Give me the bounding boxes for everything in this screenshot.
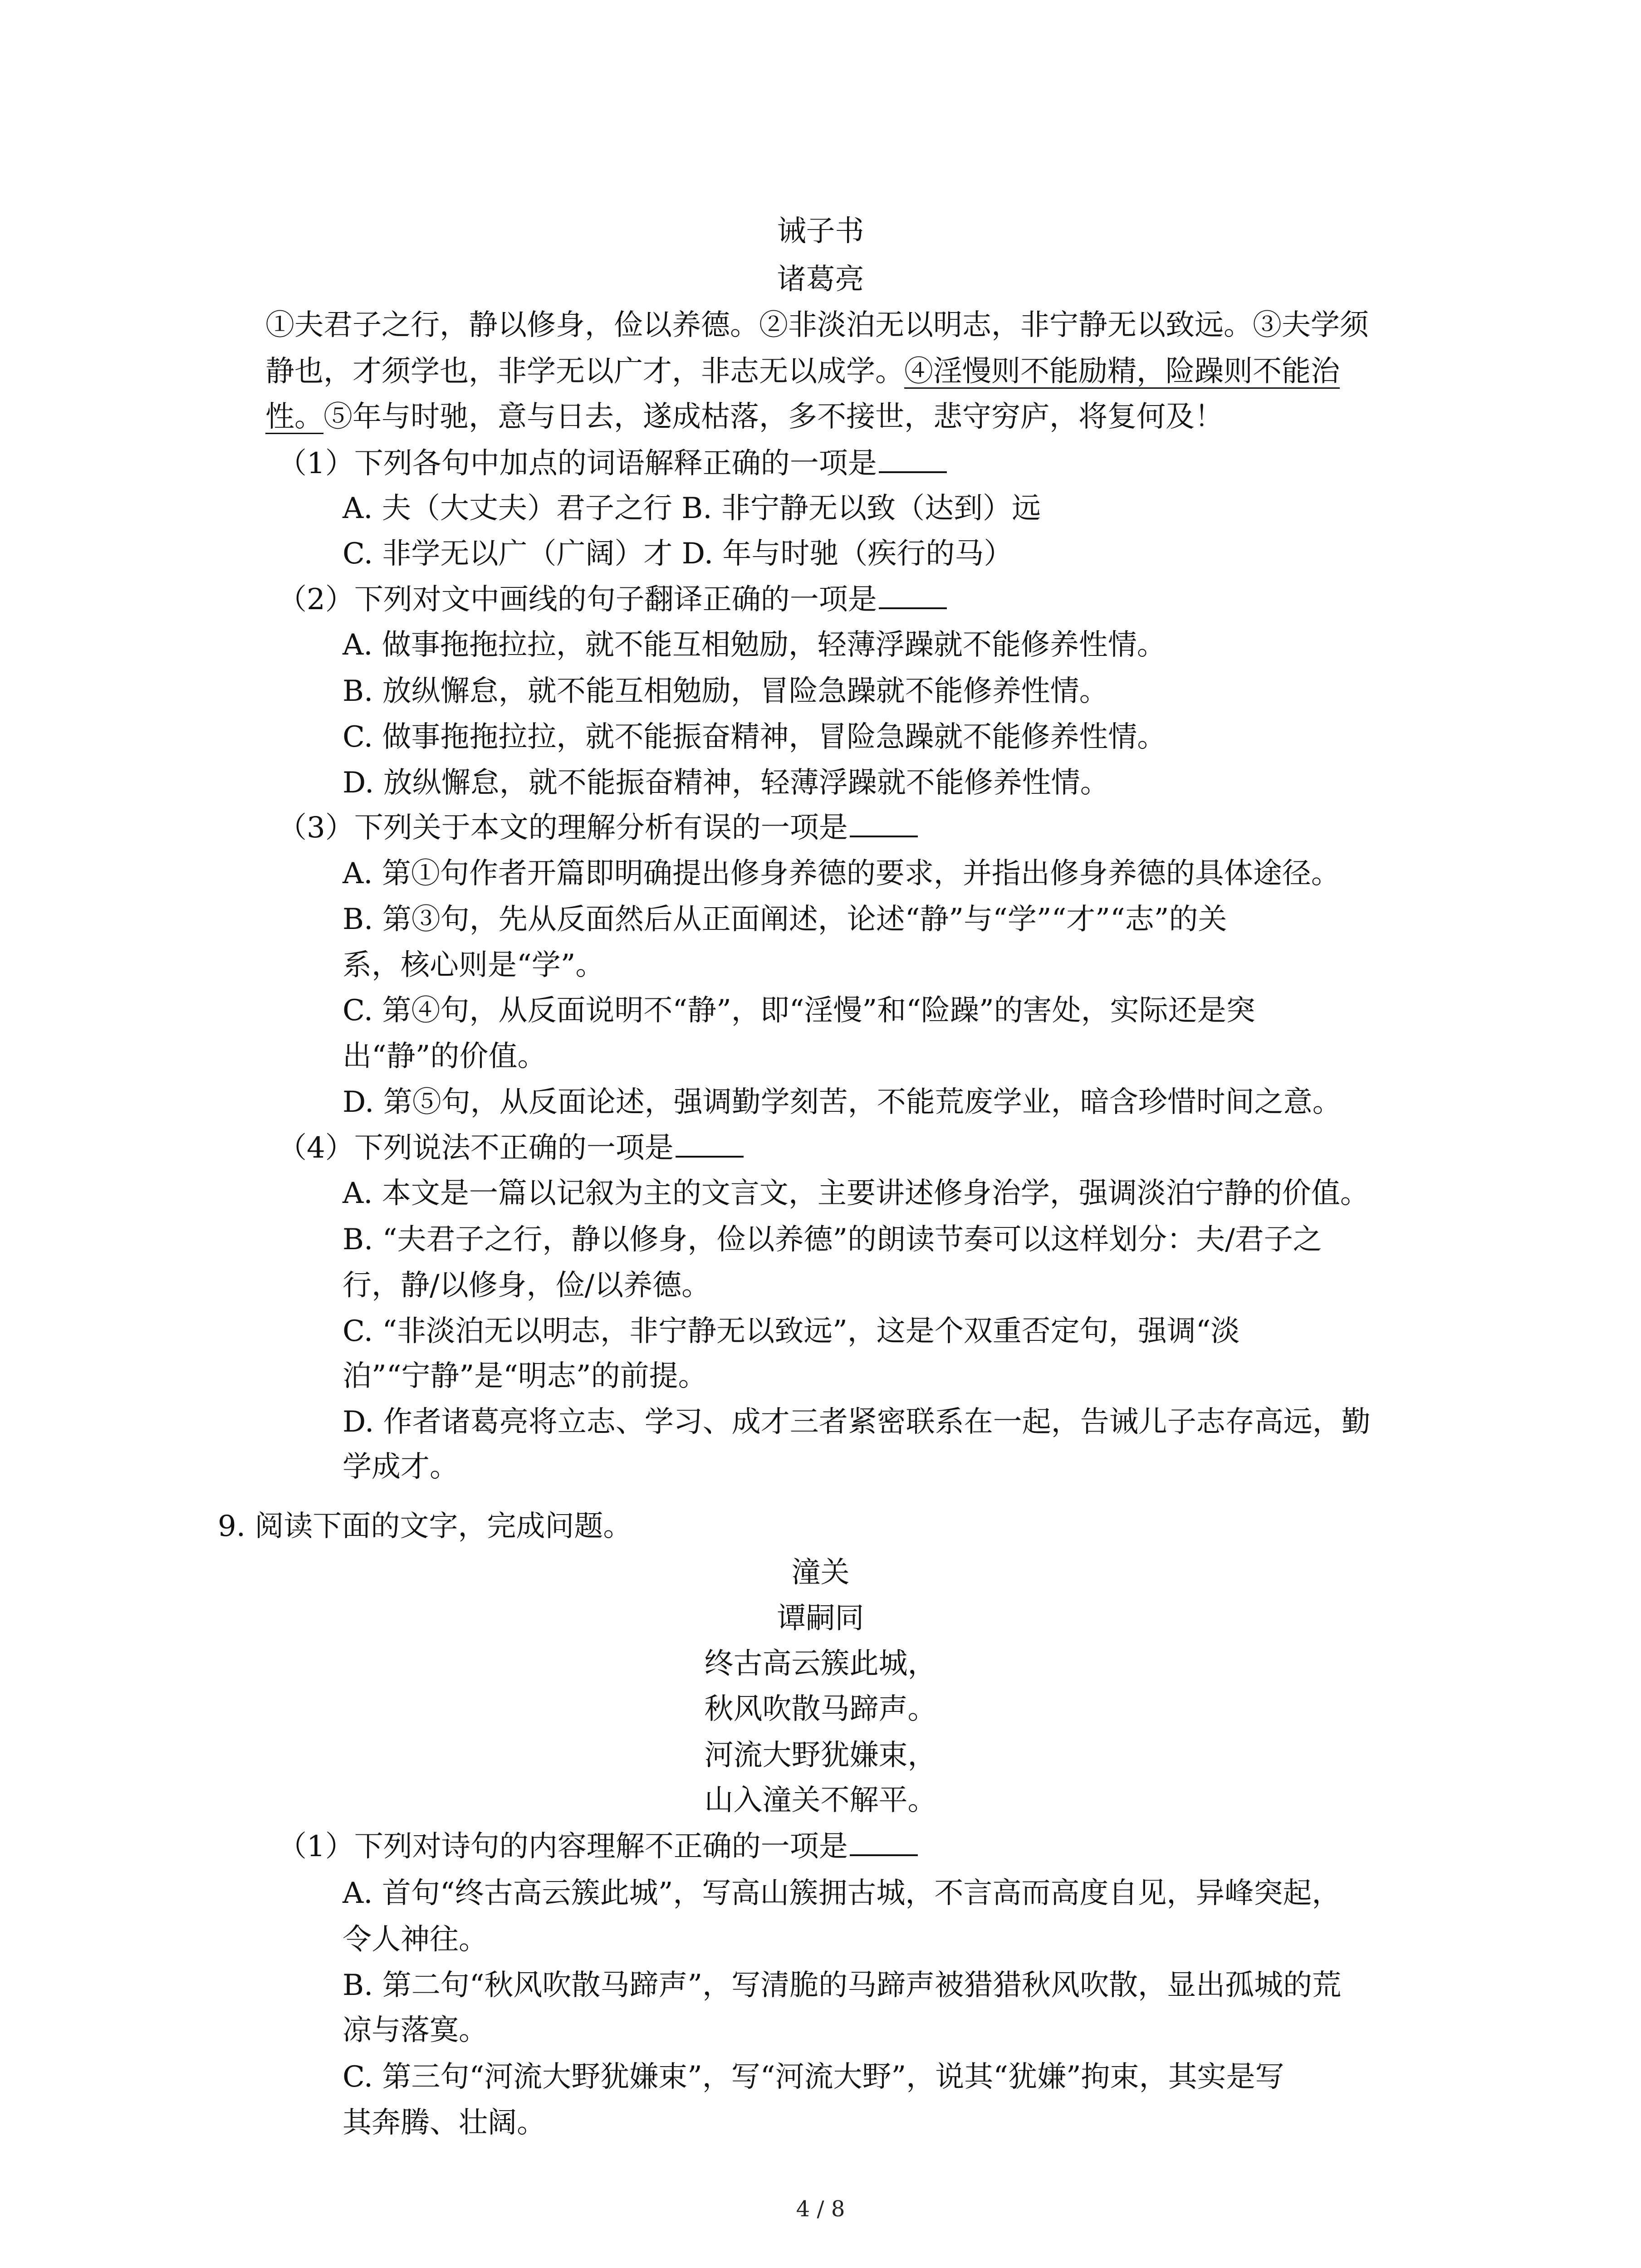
underlined-sentence: ④淫慢则不能励精，险躁则不能治	[904, 355, 1340, 388]
option-line: 令人神往。	[343, 1923, 488, 1956]
question-stem: （4）下列说法不正确的一项是	[0, 1125, 1641, 1171]
option-line: 行，静/以修身，俭/以养德。	[343, 1269, 711, 1302]
option-line: C. 做事拖拖拉拉，就不能振奋精神，冒险急躁就不能修养性情。	[343, 720, 1166, 754]
question-heading: 9. 阅读下面的文字，完成问题。	[218, 1510, 632, 1543]
option-line: 凉与落寞。	[343, 2014, 488, 2047]
option-line: 泊”“宁静”是“明志”的前提。	[343, 1359, 707, 1393]
option-line: B. 第③句，先从反面然后从正面阐述，论述“静”与“学”“才”“志”的关	[343, 903, 1227, 936]
question-stem: （2）下列对文中画线的句子翻译正确的一项是	[0, 577, 1641, 622]
poem-author: 谭嗣同	[777, 1602, 864, 1635]
option-line: D. 放纵懈怠，就不能振奋精神，轻薄浮躁就不能修养性情。	[343, 766, 1109, 800]
option-line: A. 做事拖拖拉拉，就不能互相勉励，轻薄浮躁就不能修养性情。	[343, 628, 1166, 662]
answer-blank	[879, 607, 947, 609]
passage-author: 诸葛亮	[777, 263, 864, 296]
option-line: A. 首句“终古高云簇此城”，写高山簇拥古城，不言高而高度自见，异峰突起，	[343, 1877, 1341, 1910]
option-line: B. 第二句“秋风吹散马蹄声”，写清脆的马蹄声被猎猎秋风吹散，显出孤城的荒	[343, 1969, 1342, 2002]
passage-text-line	[0, 349, 1641, 394]
option-line: A. 本文是一篇以记叙为主的文言文，主要讲述修身治学，强调淡泊宁静的价值。	[343, 1177, 1369, 1210]
option-line: A. 夫（大丈夫）君子之行 B. 非宁静无以致（达到）远	[343, 492, 1041, 525]
option-line: A. 第①句作者开篇即明确提出修身养德的要求，并指出修身养德的具体途径。	[343, 857, 1340, 890]
option-line: 其奔腾、壮阔。	[343, 2106, 546, 2140]
option-line: C. “非淡泊无以明志，非宁静无以致远”，这是个双重否定句，强调“淡	[343, 1315, 1240, 1348]
answer-blank	[850, 836, 918, 837]
option-line: 学成才。	[343, 1450, 459, 1484]
option-line: 系，核心则是“学”。	[343, 948, 605, 982]
option-line: C. 非学无以广（广阔）才 D. 年与时驰（疾行的马）	[343, 537, 1013, 571]
passage-text-segment: 静也，才须学也，非学无以广才，非志无以成学。	[265, 355, 904, 388]
answer-blank	[850, 1854, 918, 1856]
passage-text-line	[0, 394, 1641, 440]
option-line: B. 放纵懈怠，就不能互相勉励，冒险急躁就不能修养性情。	[343, 675, 1108, 708]
option-line: B. “夫君子之行，静以修身，俭以养德”的朗读节奏可以这样划分：夫/君子之	[343, 1223, 1322, 1256]
poem-line: 河流大野犹嫌束，	[704, 1739, 937, 1772]
underlined-sentence: 性。	[265, 400, 323, 434]
passage-title: 诫子书	[777, 215, 864, 248]
poem-line: 终古高云簇此城，	[704, 1647, 937, 1681]
option-line: D. 作者诸葛亮将立志、学习、成才三者紧密联系在一起，告诫儿子志存高远，勤	[343, 1405, 1371, 1439]
passage-text-line: ①夫君子之行，静以修身，俭以养德。②非淡泊无以明志，非宁静无以致远。③夫学须	[265, 308, 1369, 342]
answer-blank	[879, 471, 947, 473]
poem-line: 秋风吹散马蹄声。	[704, 1692, 937, 1726]
option-line: D. 第⑤句，从反面论述，强调勤学刻苦，不能荒废学业，暗含珍惜时间之意。	[343, 1085, 1342, 1119]
option-line: C. 第④句，从反面说明不“静”，即“淫慢”和“险躁”的害处，实际还是突	[343, 994, 1255, 1027]
option-line: 出“静”的价值。	[343, 1040, 547, 1073]
page-number: 4 / 8	[796, 2196, 845, 2222]
answer-blank	[676, 1156, 744, 1158]
question-stem: （1）下列各句中加点的词语解释正确的一项是	[0, 441, 1641, 486]
question-stem: （3）下列关于本文的理解分析有误的一项是	[0, 805, 1641, 850]
poem-title: 潼关	[791, 1556, 850, 1589]
passage-text-segment: ⑤年与时驰，意与日去，遂成枯落，多不接世，悲守穷庐，将复何及！	[323, 400, 1224, 434]
poem-line: 山入潼关不解平。	[704, 1784, 937, 1817]
question-stem: （1）下列对诗句的内容理解不正确的一项是	[0, 1824, 1641, 1869]
option-line: C. 第三句“河流大野犹嫌束”，写“河流大野”，说其“犹嫌”拘束，其实是写	[343, 2060, 1284, 2094]
